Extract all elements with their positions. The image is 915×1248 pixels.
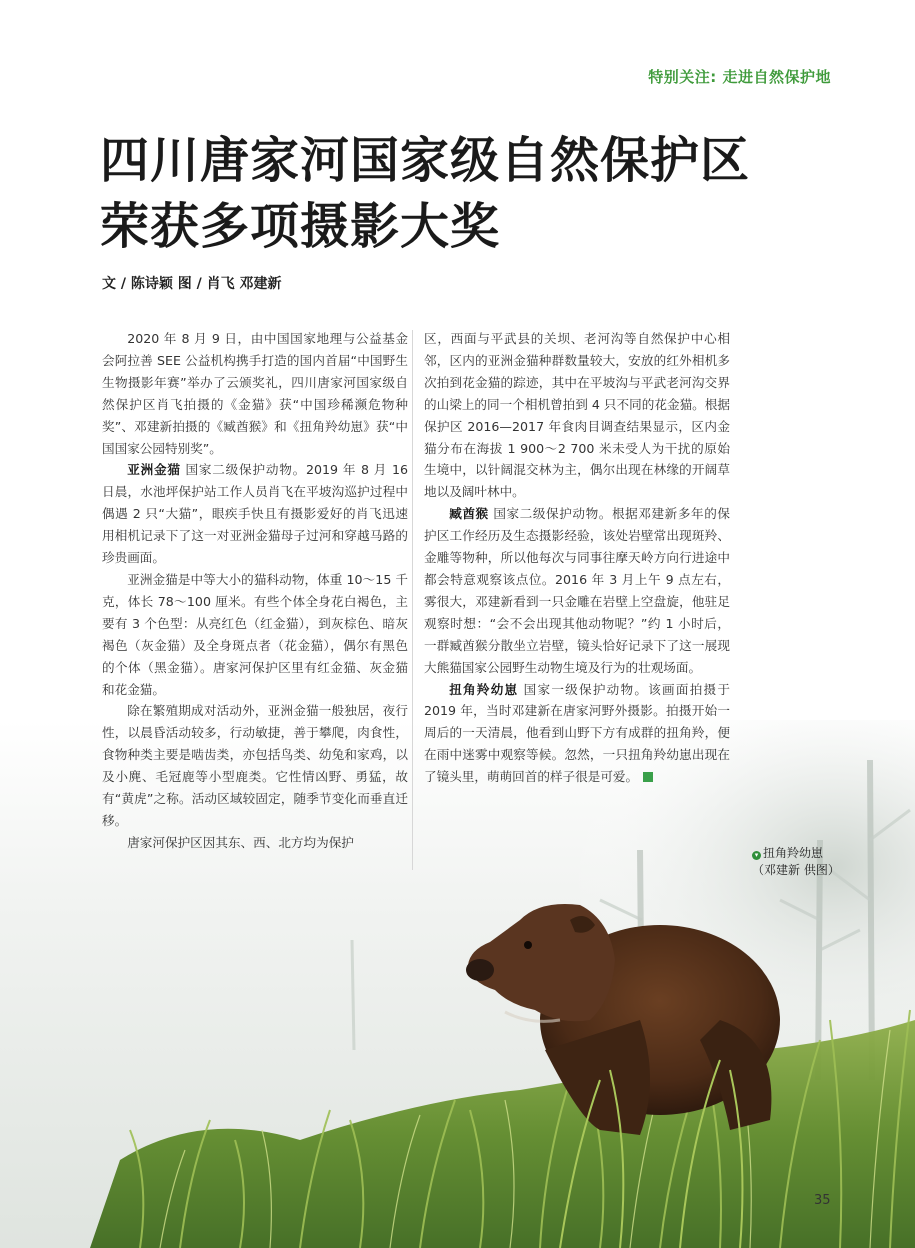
paragraph-golden-cat: 亚洲金猫 国家二级保护动物。2019 年 8 月 16 日晨，水池坪保护站工作人员肖飞在平坡沟巡护过程中偶遇 2 只“大猫”，眼疾手快且有摄影爱好的肖飞迅速用相机记录下了这一对亚洲金猫母子过河和穿越马路的珍贵画面。	[102, 462, 409, 566]
title-line-2: 荣获多项摄影大奖	[100, 198, 501, 255]
title-line-1: 四川唐家河国家级自然保护区	[100, 132, 751, 189]
paragraph-lead: 亚洲金猫	[127, 462, 181, 478]
text-column-right	[424, 328, 730, 788]
photo-caption: ▾ 扭角羚幼崽 （邓建新 供图）	[752, 846, 840, 877]
paragraph-macaque: 臧酋猴 国家二级保护动物。根据邓建新多年的保护区工作经历及生态摄影经验，该处岩壁常出现斑羚、金雕等物种，所以他每次与同事往摩天岭方向行进途中都会特意观察该点位。2016 年 3 月上午 9 点左右，雾很大，邓建新看到一只金雕在岩壁上空盘旋，他驻足观察时想：“会不会出现其他动物呢？”约 1 小时后，一群臧酋猴分散坐立岩壁，镜头恰好记录下了这一展现大熊猫国家公园野生动物生境及行为的壮观场面。	[424, 506, 730, 675]
paragraph-golden-cat-habits: 除在繁殖期成对活动外，亚洲金猫一般独居，夜行性，以晨昏活动较多，行动敏捷，善于攀爬，肉食性，食物种类主要是啮齿类，亦包括鸟类、幼兔和家鸡，以及小麂、毛冠鹿等小型鹿类。它性情凶野、勇猛，故有“黄虎”之称。活动区域较固定，随季节变化而垂直迁移。	[102, 703, 408, 828]
paragraph-reserve-location-cont: 区，西面与平武县的关坝、老河沟等自然保护中心相邻，区内的亚洲金猫种群数量较大，安放的红外相机多次拍到花金猫的踪迹，其中在平坡沟与平武老河沟交界的山梁上的同一个相机曾拍到 4 只不同的花金猫。根据保护区 2016—2017 年食肉目调查结果显示，区内金猫分布在海拔 1 900～2 700 米未受人为干扰的原始生境中，以针阔混交林为主，偶尔出现在林缘的开阔草地以及阔叶林中。	[424, 331, 730, 500]
paragraph-takin: 扭角羚幼崽 国家一级保护动物。该画面拍摄于 2019 年，当时邓建新在唐家河野外摄影。拍摄开始一周后的一天清晨，他看到山野下方有成群的扭角羚，便在雨中迷雾中观察等候。忽然，一只扭角羚幼崽出现在了镜头里，萌萌回首的样子很是可爱。	[424, 681, 730, 785]
section-label: 特别关注: 走进自然保护地	[648, 68, 831, 86]
paragraph-reserve-location: 唐家河保护区因其东、西、北方均为保护	[127, 834, 354, 850]
byline: 文 / 陈诗颖 图 / 肖飞 邓建新	[102, 276, 282, 292]
paragraph-intro: 2020 年 8 月 9 日，由中国国家地理与公益基金会阿拉善 SEE 公益机构携手打造的国内首届“中国野生生物摄影年赛”举办了云颁奖礼，四川唐家河国家级自然保护区肖飞拍摄的《金猫》获“中国珍稀濒危物种奖”、邓建新拍摄的《臧酋猴》和《扭角羚幼崽》获“中国国家公园特别奖”。	[102, 331, 408, 456]
article-title	[100, 128, 860, 260]
text-column-left	[102, 328, 408, 854]
page-number: 35	[814, 1193, 831, 1208]
column-divider	[412, 330, 413, 870]
end-mark-icon	[643, 772, 653, 782]
paragraph-golden-cat-size: 亚洲金猫是中等大小的猫科动物，体重 10～15 千克，体长 78～100 厘米。有些个体全身花白褐色，主要有 3 个色型：从亮红色（红金猫），到灰棕色、暗灰褐色（灰金猫）及全身斑点者（花金猫），偶尔有黑色的个体（黑金猫）。唐家河保护区里有红金猫、灰金猫和花金猫。	[102, 571, 408, 697]
paragraph-lead: 臧酋猴	[449, 506, 489, 522]
caption-pointer-icon: ▾	[752, 851, 761, 860]
paragraph-lead: 扭角羚幼崽	[449, 681, 519, 697]
